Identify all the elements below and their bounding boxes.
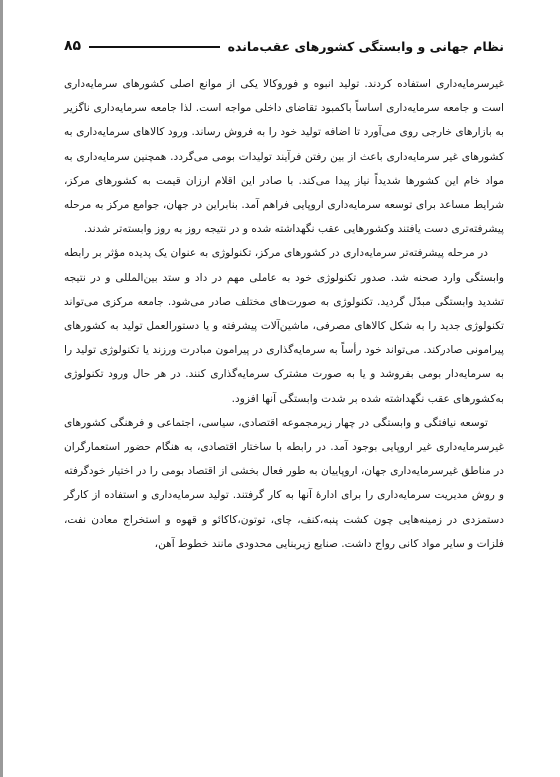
paragraph-3: توسعه نیافتگی و وابستگی در چهار زیرمجموعه اقتصادی، سیاسی، اجتماعی و فرهنگی کشورهای غیرسرمایه‌داری غیر اروپایی بوجود آمد. در رابطه با ساختار اقتصادی، به هنگام حضور استعمارگران در مناطق غیرسرمایه‌داری جهان، اروپاییان به طور فعال بخشی از اقتصاد بومی را در اختیار خودگرفته و روش مدیریت سرمایه‌داری را برای ادارهٔ آنها به کار گرفتند. تولید سرمایه‌داری و استفاده از کارگر دستمزدی در زمینه‌هایی چون کشت پنبه،کنف، چای، توتون،کاکائو و قهوه و استخراج معادن نفت، فلزات و سایر مواد کانی رواج داشت. صنایع زیربنایی محدودی مانند خطوط آهن، [64, 416, 504, 550]
paragraph-2: در مرحله پیشرفته‌تر سرمایه‌داری در کشورهای مرکز، تکنولوژی به عنوان یک پدیده مؤثر بر رابطه وابستگی وارد صحنه شد. صدور تکنولوژی خود به عاملی مهم در داد و ستد بین‌المللی و در نتیجه تشدید وابستگی مبدّل گردید. تکنولوژی به صورت‌های مختلف صادر می‌شود. جامعه مرکزی می‌تواند تکنولوژی جدید را به شکل کالاهای مصرفی، ماشین‌آلات پیشرفته و یا دستورالعمل تولید به کشورهای پیرامونی صادرکند. می‌تواند خود رأساً به سرمایه‌گذاری در پیرامون مبادرت ورزند یا تکنولوژی تولید را به سرمایه‌دار بومی بفروشد و یا به صورت مشترک سرمایه‌گذاری کنند. در هر حال ورود تکنولوژی به‌کشورهای عقب نگهداشته شده بر شدت وابستگی آنها افزود. [64, 247, 504, 405]
running-title: نظام جهانی و وابستگی کشورهای عقب‌مانده [227, 38, 504, 54]
paragraph-1: غیرسرمایه‌داری استفاده کردند. تولید انبوه و فوروکالا یکی از موانع اصلی کشورهای سرمایه‌داری است و جامعه سرمایه‌داری اساساً باکمبود تقاضای داخلی مواجه است. لذا جامعه سرمایه‌داری ناگزیر به بازارهای خارجی روی می‌آورد تا اضافه تولید خود را به فروش رساند. ورود کالاهای سرمایه‌داری به کشورهای غیر سرمایه‌داری باعث از بین رفتن فرآیند تولیدات بومی می‌گردد. همچنین سرمایه‌داری به مواد خام این کشورها شدیداً نیاز پیدا می‌کند. با صادر این اقلام ارزان قیمت به کشورهای مرکز، شرایط مساعد برای توسعه سرمایه‌داری اروپایی فراهم آمد. بنابراین در جهان، جوامع مرکز به مرحله پیشرفته‌تری دست یافتند وکشورهایی عقب نگهداشته شده و در نتیجه روز به روز وابسته‌تر شدند. [64, 78, 504, 236]
page-number: ۸۵ [64, 38, 82, 54]
page-header [64, 36, 504, 56]
body-text [64, 72, 504, 556]
header-rule [89, 46, 220, 48]
page-edge-shadow [0, 0, 3, 777]
